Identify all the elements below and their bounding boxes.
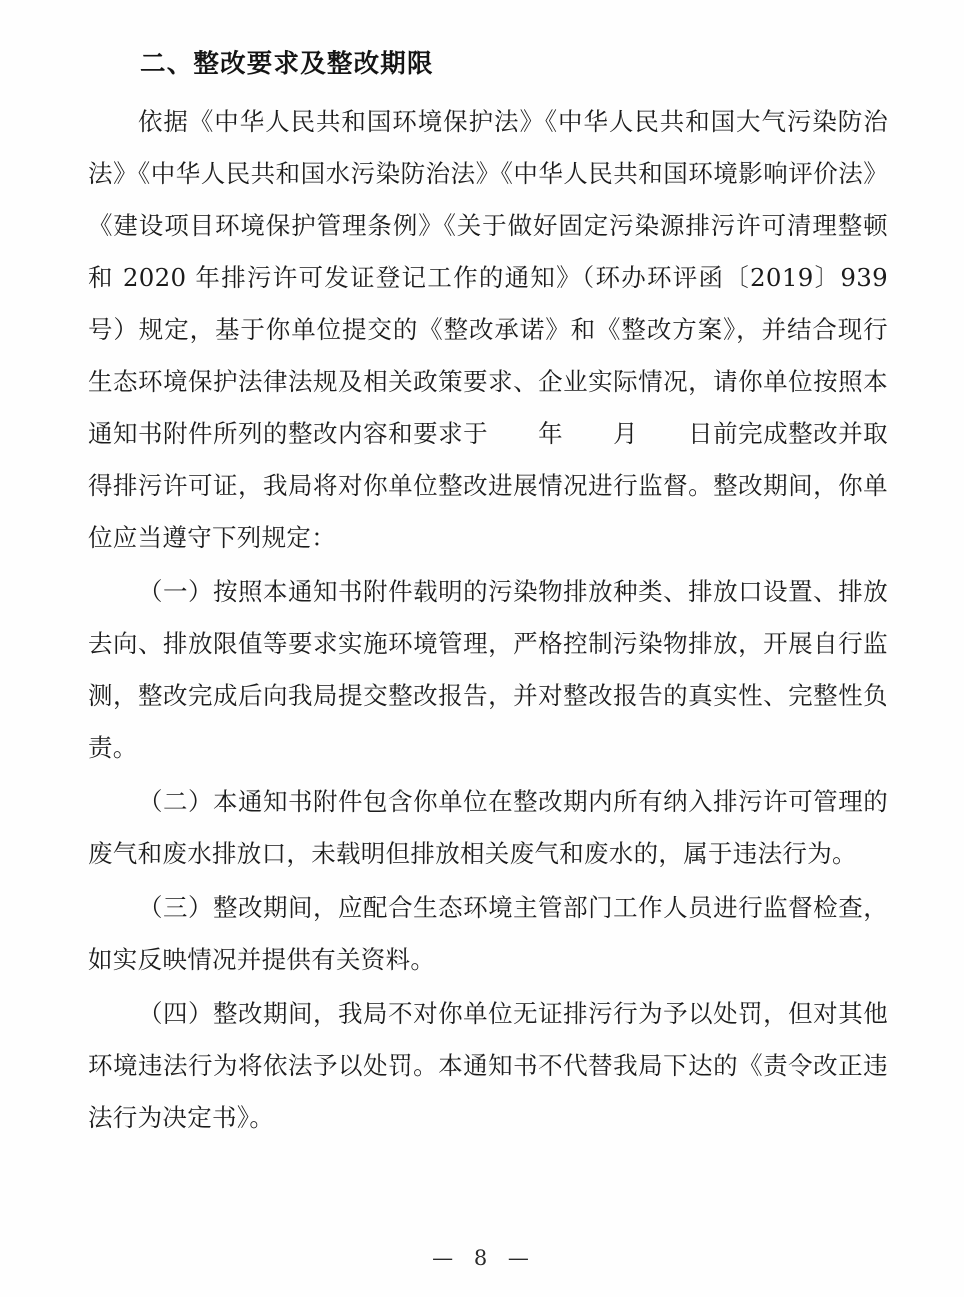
paragraph-item-one: （一）按照本通知书附件载明的污染物排放种类、排放口设置、排放去向、排放限值等要求实施环境管理，严格控制污染物排放，开展自行监测，整改完成后向我局提交整改报告，并对整改报告的真实性、完整性负责。 xyxy=(88,577,888,762)
footer-left-dash: — xyxy=(432,1246,457,1270)
footer-right-dash: — xyxy=(507,1246,532,1270)
page-footer xyxy=(0,1246,964,1270)
section-heading: 二、整改要求及整改期限 xyxy=(140,49,434,79)
page-content xyxy=(88,44,888,1144)
paragraph-item-four: （四）整改期间，我局不对你单位无证排污行为予以处罚，但对其他环境违法行为将依法予以处罚。本通知书不代替我局下达的《责令改正违法行为决定书》。 xyxy=(88,999,888,1132)
paragraph-basis: 依据《中华人民共和国环境保护法》《中华人民共和国大气污染防治法》《中华人民共和国水污染防治法》《中华人民共和国环境影响评价法》《建设项目环境保护管理条例》《关于做好固定污染源排污许可清理整顿和 2020 年排污许可发证登记工作的通知》（环办环评函〔2019〕939 号）规定，基于你单位提交的《整改承诺》和《整改方案》，并结合现行生态环境保护法律法规及相关政策要求、企业实际情况，请你单位按照本通知书附件所列的整改内容和要求于 年 月 日前完成整改并取得排污许可证，我局将对你单位整改进展情况进行监督。整改期间，你单位应当遵守下列规定： xyxy=(88,107,888,552)
paragraph-item-three: （三）整改期间，应配合生态环境主管部门工作人员进行监督检查，如实反映情况并提供有关资料。 xyxy=(88,893,888,974)
footer-page-number: 8 xyxy=(473,1246,491,1270)
paragraph-item-two: （二）本通知书附件包含你单位在整改期内所有纳入排污许可管理的废气和废水排放口，未载明但排放相关废气和废水的，属于违法行为。 xyxy=(88,787,888,868)
